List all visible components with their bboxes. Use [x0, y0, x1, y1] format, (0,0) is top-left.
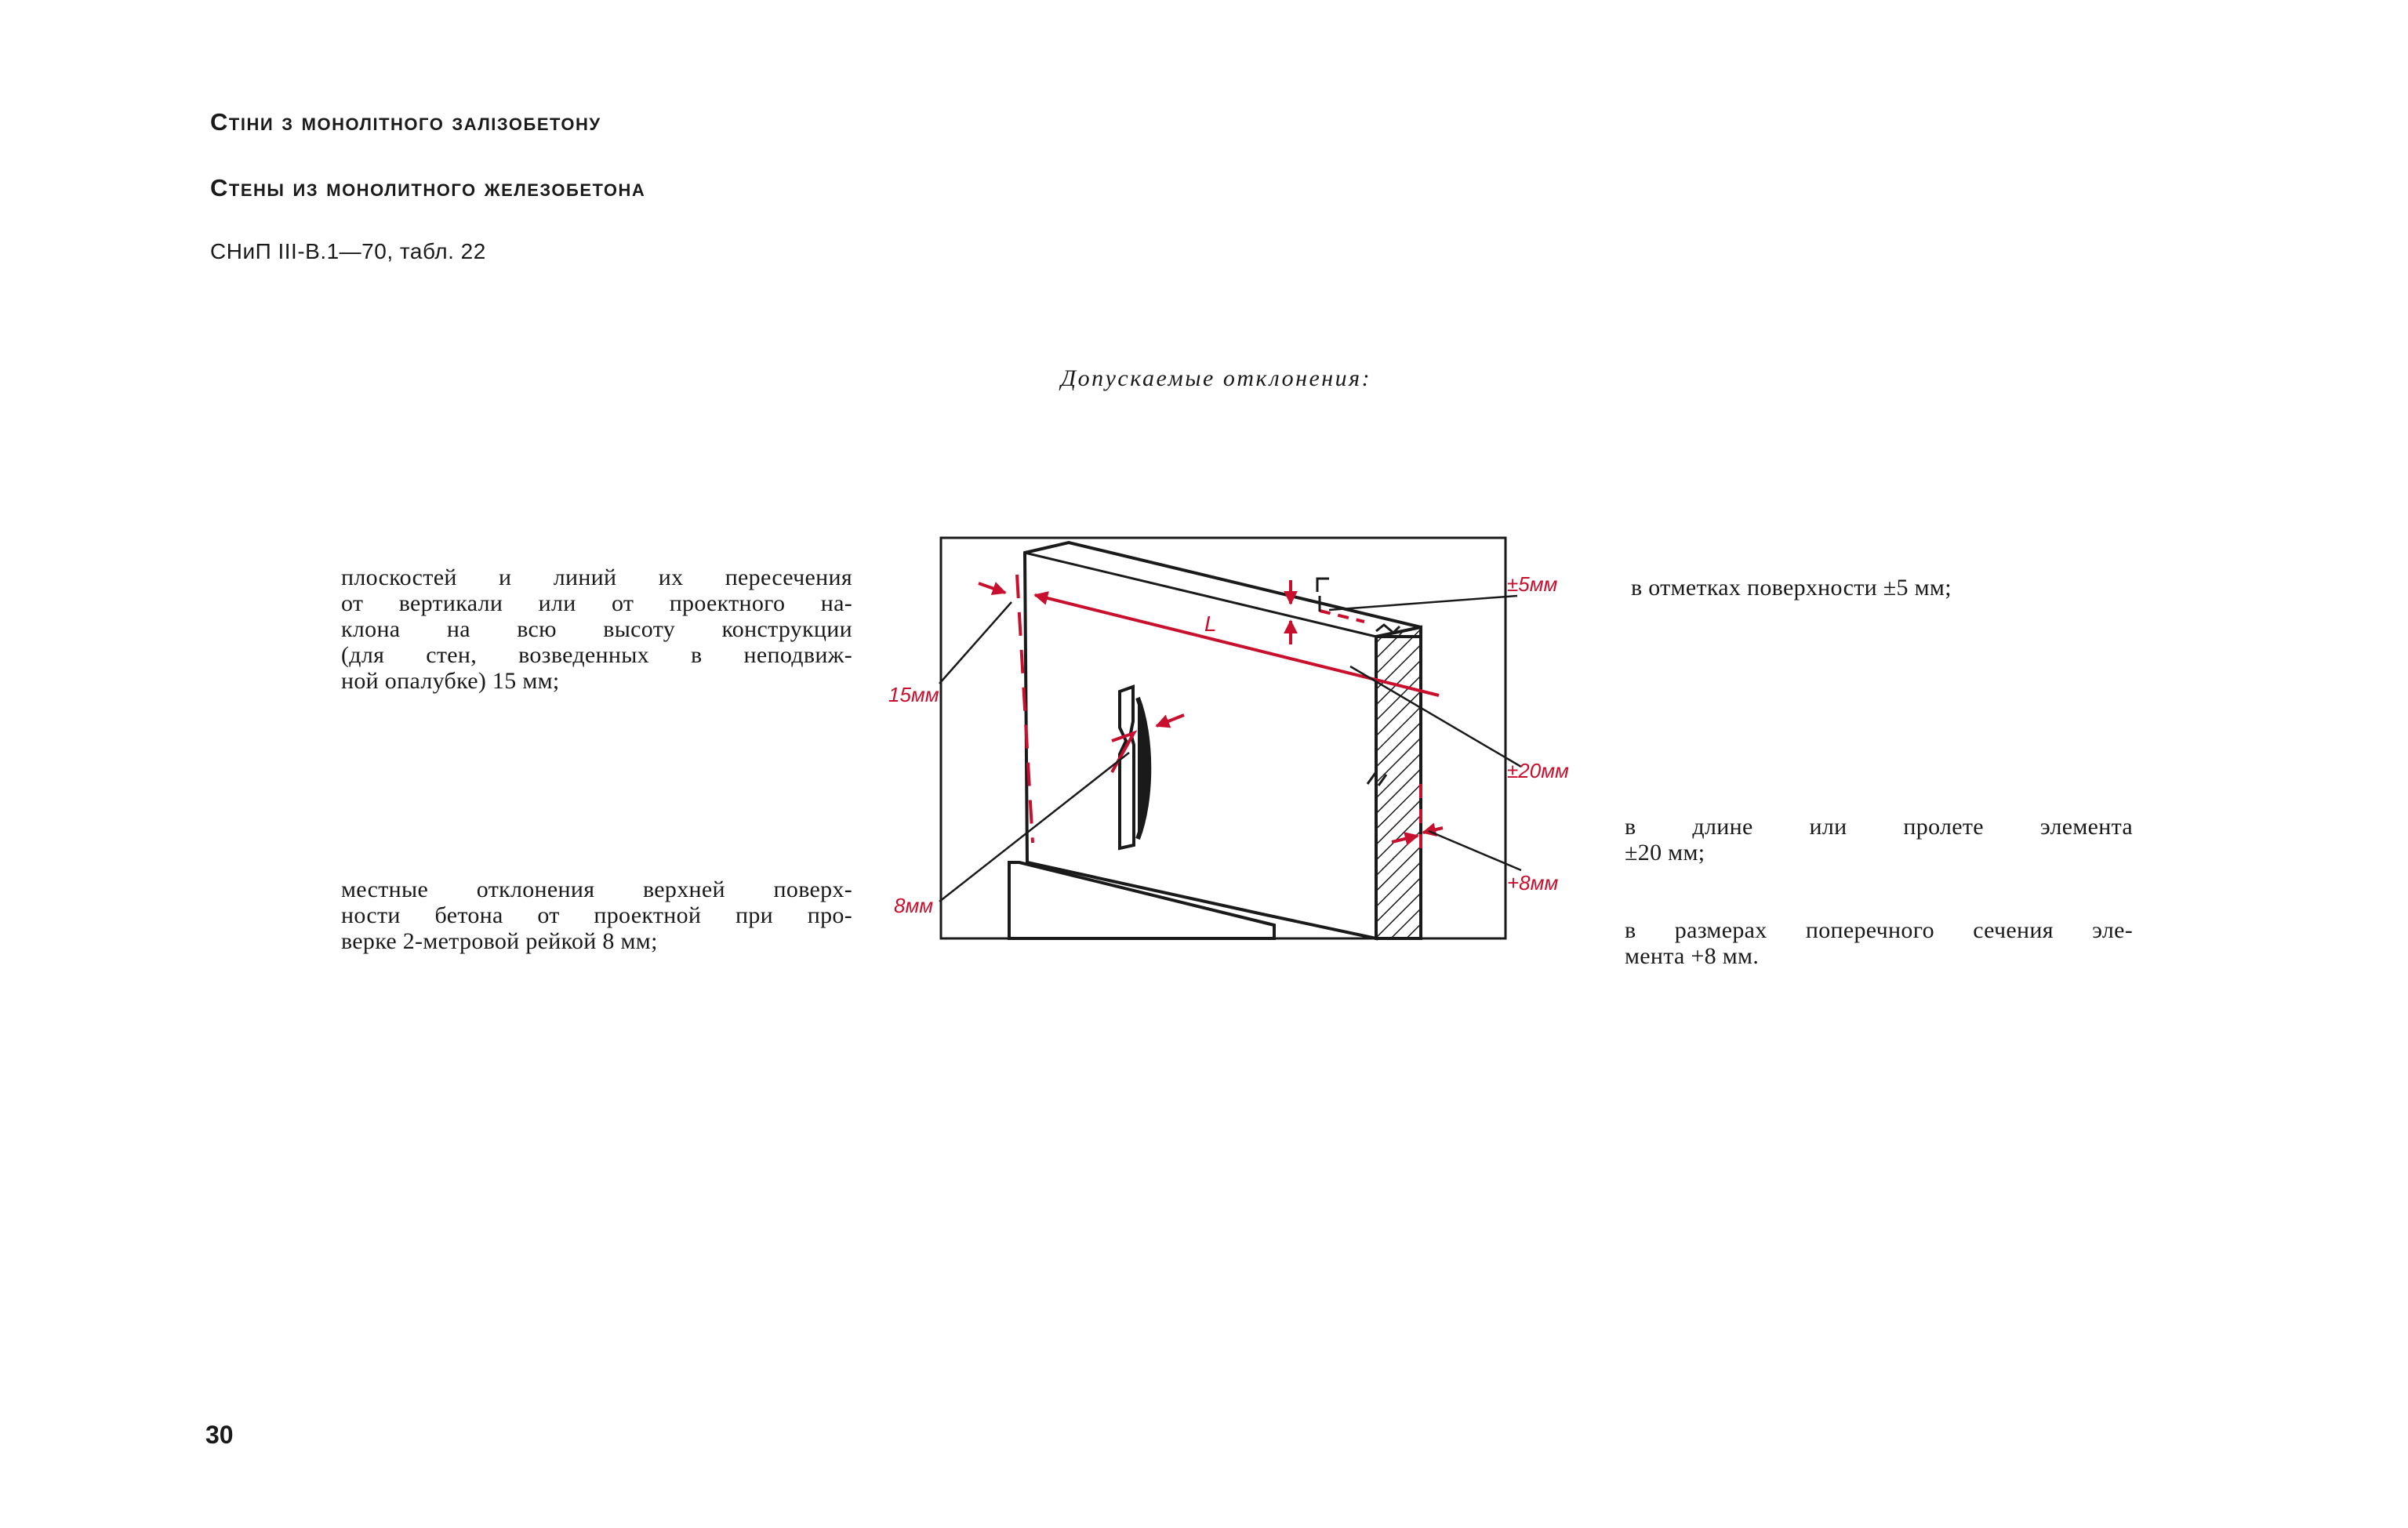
caption-allowed-deviations: Допускаемые отклонения: — [1061, 365, 1372, 391]
note-line: мента +8 мм. — [1625, 943, 1760, 969]
page-number: 30 — [205, 1421, 234, 1449]
note-line: в длине или пролете элемента — [1625, 814, 2133, 840]
note-line: плоскостей и линий их пересечения — [341, 564, 852, 590]
note-line: от вертикали или от проектного на- — [341, 590, 852, 616]
label-eight: 8мм — [894, 894, 934, 917]
note-line: ±20 мм; — [1625, 840, 1705, 866]
length-label: L — [1204, 612, 1217, 636]
note-line: местные отклонения верхней поверх- — [341, 877, 852, 902]
measuring-rod — [1120, 687, 1134, 848]
note-line: ной опалубке) 15 мм; — [341, 668, 560, 694]
source-reference: СНиП III-В.1—70, табл. 22 — [210, 239, 486, 263]
note-line: ности бетона от проектной при про- — [341, 902, 852, 928]
label-fifteen: 15мм — [888, 683, 939, 706]
label-plus-minus-20: ±20мм — [1507, 759, 1569, 782]
wall-hatched-section — [1376, 627, 1421, 938]
note-line: клона на всю высоту конструкции — [341, 616, 852, 642]
note-line: (для стен, возведенных в неподвиж- — [341, 642, 852, 668]
leader-15 — [939, 602, 1012, 684]
fifteen-arrow — [979, 583, 1005, 593]
note-line: в отметках поверхности ±5 мм; — [1631, 575, 1952, 601]
title-russian: Стены из монолитного железобетона — [210, 174, 646, 201]
note-line: в размерах поперечного сечения эле- — [1625, 917, 2133, 943]
leader-5 — [1329, 596, 1517, 610]
leader-plus-8 — [1429, 831, 1521, 870]
label-plus-minus-5: ±5мм — [1507, 572, 1558, 596]
note-line: верке 2-метровой рейкой 8 мм; — [341, 928, 658, 954]
label-plus-8: +8мм — [1507, 871, 1559, 895]
title-ukrainian: Стіни з монолітного залізобетону — [210, 108, 601, 136]
level-flag — [1317, 579, 1329, 592]
